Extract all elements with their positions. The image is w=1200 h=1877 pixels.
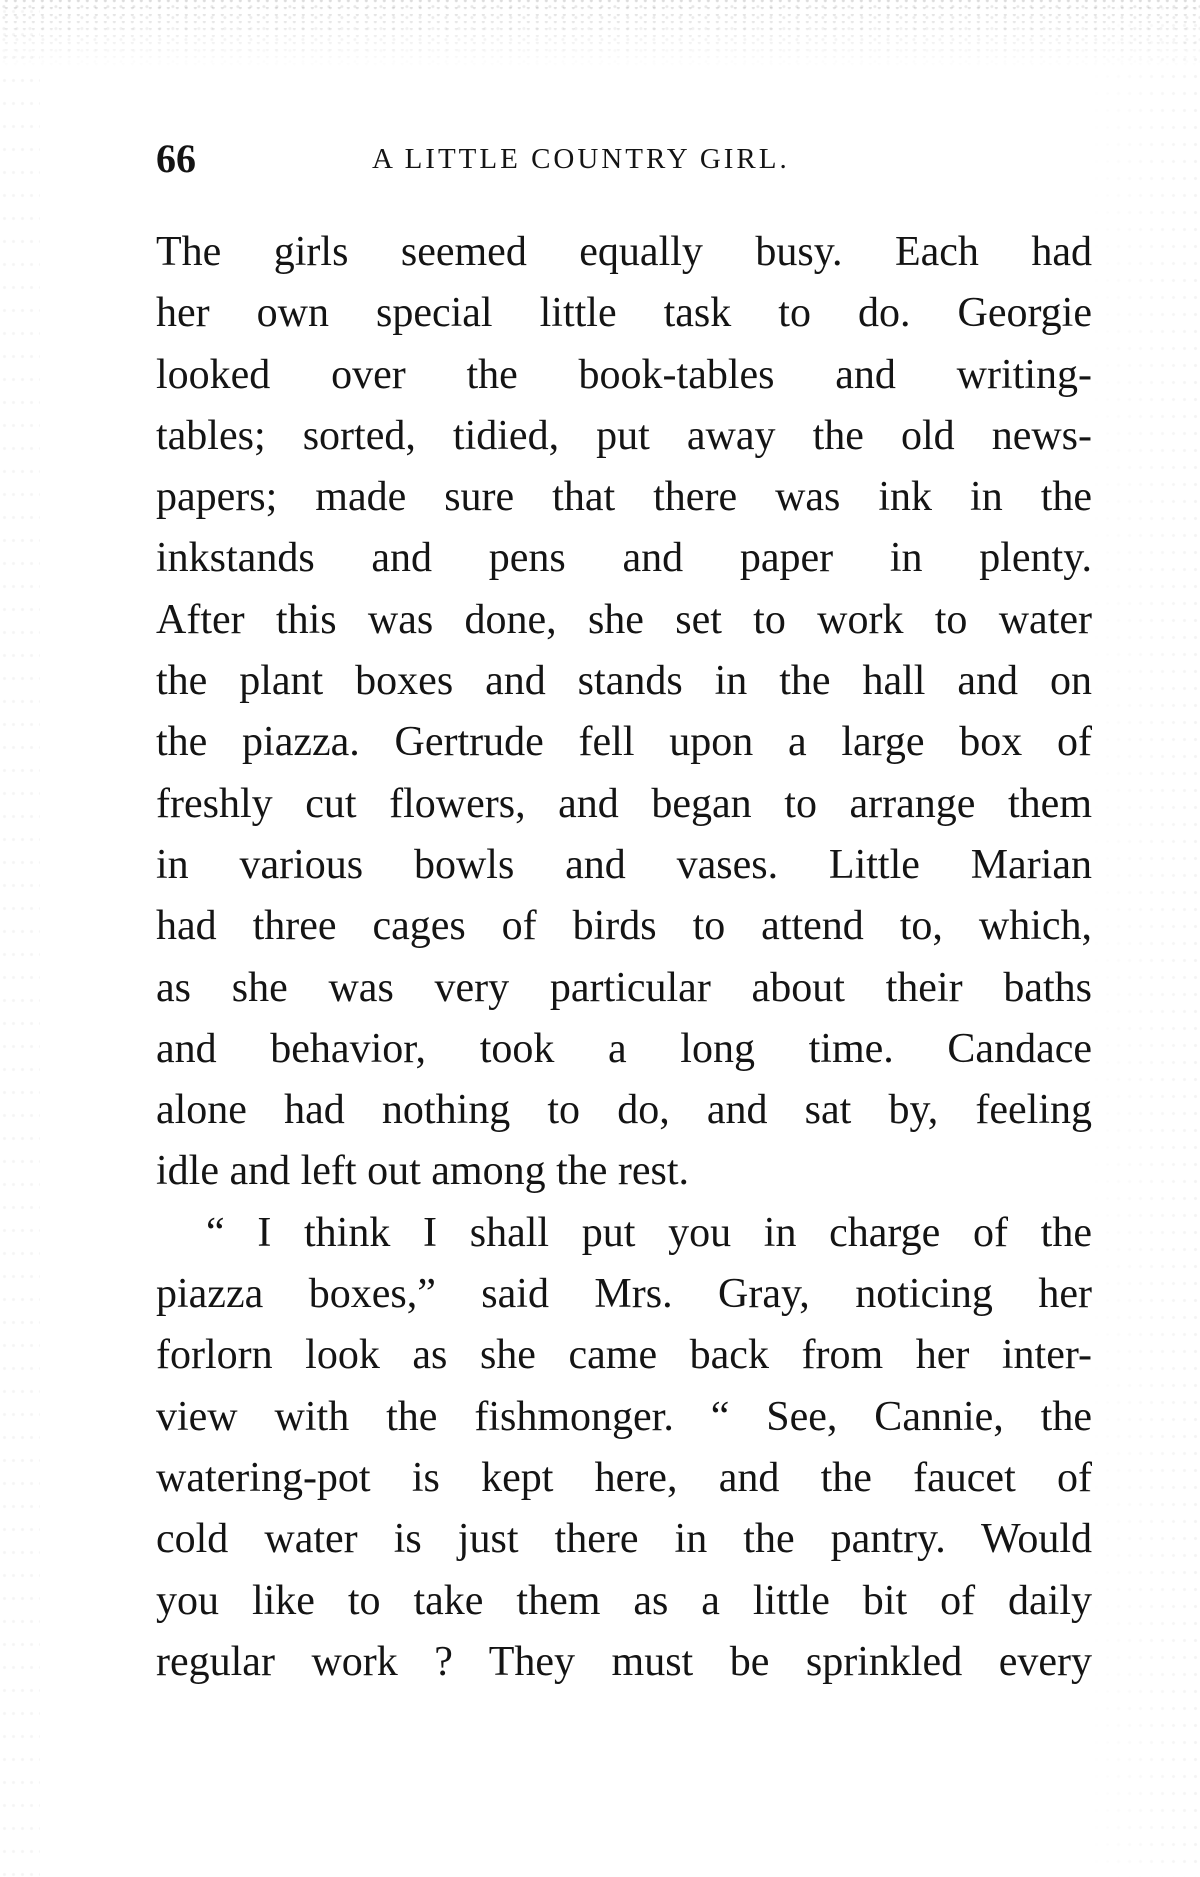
text-line: “ I think I shall put you in charge of the — [206, 1209, 1092, 1256]
text-line: alone had nothing to do, and sat by, feeling — [156, 1087, 1092, 1134]
text-line: had three cages of birds to attend to, which, — [156, 903, 1092, 950]
text-line: her own special little task to do. Georgie — [156, 290, 1092, 337]
text-line: view with the fishmonger. “ See, Cannie, the — [156, 1393, 1092, 1440]
print-noise-left — [0, 0, 40, 1877]
text-line: piazza boxes,” said Mrs. Gray, noticing her — [156, 1271, 1092, 1318]
text-line: the piazza. Gertrude fell upon a large box of — [156, 719, 1092, 766]
text-line: looked over the book-tables and writing- — [156, 351, 1092, 398]
text-line: idle and left out among the rest. — [156, 1148, 690, 1195]
paragraph-2 — [156, 1203, 1092, 1693]
text-line: After this was done, she set to work to water — [156, 596, 1092, 643]
text-line: tables; sorted, tidied, put away the old news- — [156, 412, 1092, 459]
text-line: as she was very particular about their baths — [156, 964, 1092, 1011]
text-line: in various bowls and vases. Little Marian — [156, 841, 1092, 888]
text-line: regular work ? They must be sprinkled every — [156, 1638, 1092, 1685]
text-line: you like to take them as a little bit of daily — [156, 1577, 1092, 1624]
text-line: papers; made sure that there was ink in the — [156, 474, 1092, 521]
paragraph-1 — [156, 222, 1092, 1203]
print-noise-right — [1080, 0, 1200, 1877]
page-number: 66 — [156, 136, 196, 181]
text-line: watering-pot is kept here, and the faucet of — [156, 1454, 1092, 1501]
text-line: The girls seemed equally busy. Each had — [156, 229, 1092, 275]
running-title: A LITTLE COUNTRY GIRL. — [372, 143, 790, 175]
print-noise-top — [0, 0, 1200, 70]
text-line: inkstands and pens and paper in plenty. — [156, 535, 1092, 582]
body-text — [156, 222, 1092, 1693]
text-line: the plant boxes and stands in the hall and on — [156, 658, 1092, 705]
text-line: forlorn look as she came back from her inter- — [156, 1332, 1092, 1379]
text-line: freshly cut flowers, and began to arrange them — [156, 780, 1092, 827]
text-line: and behavior, took a long time. Candace — [156, 1025, 1092, 1072]
running-head — [156, 134, 1096, 184]
text-line: cold water is just there in the pantry. Would — [156, 1516, 1092, 1563]
